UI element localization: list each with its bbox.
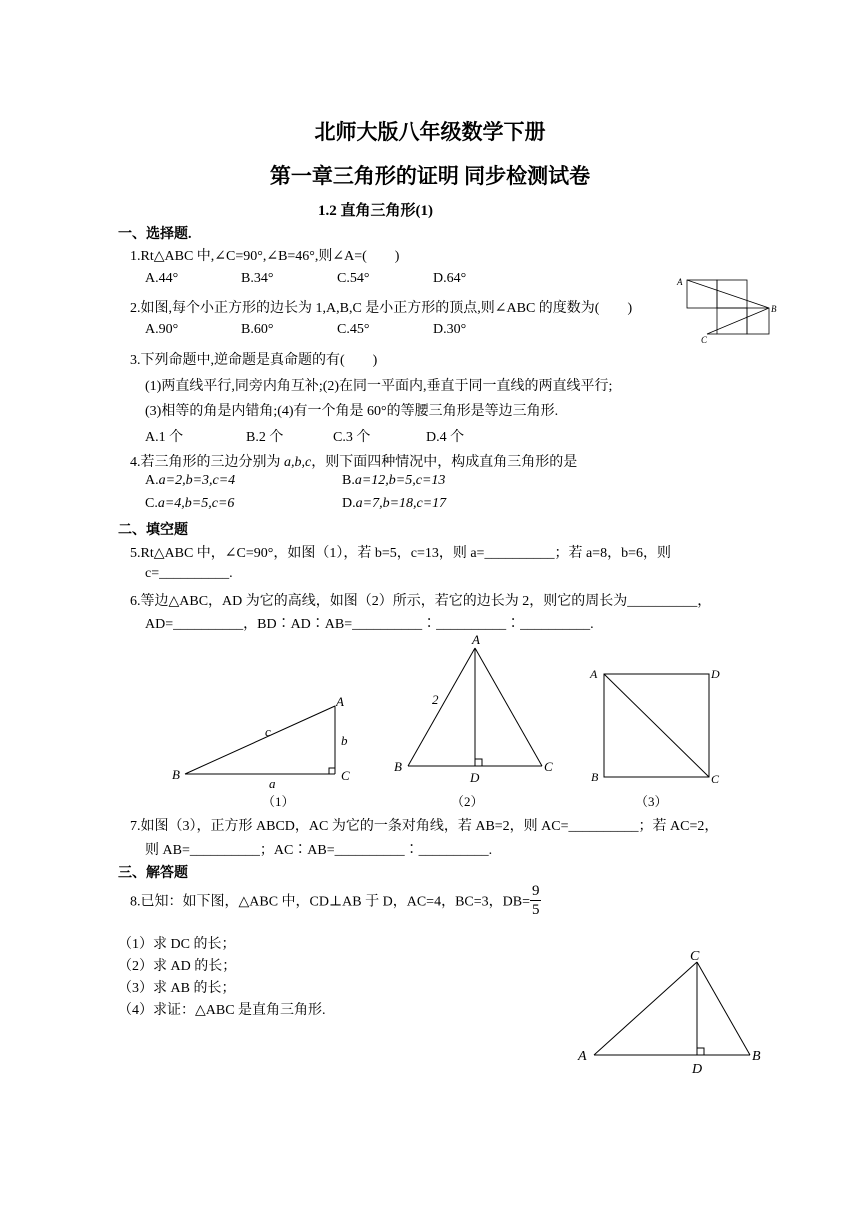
- q3-statement-line-1: (1)两直线平行,同旁内角互补;(2)在同一平面内,垂直于同一直线的两直线平行;: [145, 379, 613, 394]
- figure-3-square: [586, 662, 731, 790]
- q8-triangle-figure: [572, 940, 772, 1078]
- q8-label-d: D: [692, 1062, 703, 1077]
- fig2-label-c: C: [544, 759, 553, 774]
- q1-option-c: C.54°: [337, 271, 370, 286]
- section-1-heading: 一、选择题.: [118, 227, 192, 242]
- question-3: 3.下列命题中,逆命题是真命题的有( ): [130, 353, 378, 368]
- q4-text-pre: 4.若三角形的三边分别为: [130, 455, 284, 470]
- q8-fraction: [530, 882, 542, 919]
- q2-label-a: A: [677, 277, 683, 287]
- fig3-label-a: A: [590, 667, 598, 681]
- q2-option-a: A.90°: [145, 322, 179, 337]
- question-2: 2.如图,每个小正方形的边长为 1,A,B,C 是小正方形的顶点,则∠ABC 的度数为( ): [130, 301, 633, 316]
- fig3-label-d: D: [711, 667, 720, 681]
- q2-label-b: B: [771, 304, 777, 314]
- q6-line-1: 6.等边△ABC，AD 为它的高线，如图（2）所示，若它的边长为 2，则它的周长为__________，: [130, 594, 712, 609]
- q8-fraction-numerator: 9: [531, 883, 540, 899]
- figure-2-equilateral-triangle: [390, 628, 570, 788]
- q3-statement-line-2: (3)相等的角是内错角;(4)有一个角是 60°的等腰三角形是等边三角形.: [145, 404, 559, 419]
- q3-option-a: A.1 个: [145, 430, 184, 445]
- q4-option-b: B.a=12,b=5,c=13: [342, 473, 446, 488]
- section-title: 1.2 直角三角形(1): [318, 203, 433, 219]
- q8-label-c: C: [690, 949, 700, 964]
- question-4: [130, 451, 577, 471]
- q4-option-a: A.a=2,b=3,c=4: [145, 473, 236, 488]
- q3-option-c: C.3 个: [333, 430, 371, 445]
- section-2-heading: 二、填空题: [118, 523, 188, 538]
- question-1: 1.Rt△ABC 中,∠C=90°,∠B=46°,则∠A=( ): [130, 249, 400, 264]
- q8-sub-1: （1）求 DC 的长；: [118, 937, 236, 952]
- fig1-label-b-vertex: B: [172, 767, 180, 782]
- fig1-label-side-a: a: [269, 776, 276, 790]
- q6-line-2: AD=__________，BD∶AD∶AB=__________∶__________∶__________.: [145, 617, 594, 632]
- fig1-label-side-c: c: [265, 724, 271, 739]
- q1-option-a: A.44°: [145, 271, 179, 286]
- q5-line-2: c=__________.: [145, 566, 233, 581]
- q4-option-c: C.a=4,b=5,c=6: [145, 496, 235, 511]
- q2-option-d: D.30°: [433, 322, 467, 337]
- q2-option-b: B.60°: [241, 322, 274, 337]
- q8-label-b: B: [752, 1049, 761, 1064]
- q7-line-2: 则 AB=__________；AC∶AB=__________∶__________.: [145, 843, 493, 858]
- fig3-label-b: B: [591, 770, 599, 784]
- q3-option-b: B.2 个: [246, 430, 284, 445]
- q8-sub-2: （2）求 AD 的长；: [118, 959, 237, 974]
- q8-fraction-denominator: 5: [531, 902, 540, 918]
- q5-line-1: 5.Rt△ABC 中，∠C=90°，如图（1），若 b=5，c=13，则 a=__________；若 a=8，b=6，则: [130, 546, 671, 561]
- q8-label-a: A: [578, 1049, 587, 1064]
- fig1-label-side-b: b: [341, 733, 348, 748]
- q8-sub-4: （4）求证：△ABC 是直角三角形.: [118, 1003, 326, 1018]
- q2-option-c: C.45°: [337, 322, 370, 337]
- figure-3-caption: （3）: [635, 794, 668, 809]
- q1-option-b: B.34°: [241, 271, 274, 286]
- figure-2-caption: （2）: [451, 794, 484, 809]
- q4-text-vars: a,b,c: [284, 455, 312, 470]
- fig2-label-side-length: 2: [432, 692, 439, 707]
- q3-option-d: D.4 个: [426, 430, 465, 445]
- figure-1-right-triangle: [165, 690, 365, 790]
- fig2-label-d: D: [470, 770, 480, 785]
- fig1-label-a-vertex: A: [336, 694, 344, 709]
- section-3-heading: 三、解答题: [118, 866, 188, 881]
- question-8: [130, 882, 541, 919]
- q2-grid-figure: [675, 274, 785, 344]
- fig1-label-c-vertex: C: [341, 768, 350, 783]
- q8-sub-3: （3）求 AB 的长；: [118, 981, 236, 996]
- fig2-label-b: B: [394, 759, 402, 774]
- q7-line-1: 7.如图（3），正方形 ABCD，AC 为它的一条对角线，若 AB=2，则 AC=__________；若 AC=2，: [130, 819, 719, 834]
- document-subtitle: 第一章三角形的证明 同步检测试卷: [269, 164, 591, 188]
- figure-1-caption: （1）: [262, 794, 295, 809]
- fig3-label-c: C: [711, 772, 720, 786]
- q8-text: 8.已知：如下图，△ABC 中，CD⊥AB 于 D，AC=4，BC=3，DB=: [130, 894, 530, 910]
- q1-option-d: D.64°: [433, 271, 467, 286]
- q2-label-c: C: [701, 335, 708, 344]
- fig2-label-a: A: [472, 632, 480, 647]
- q4-text-post: ，则下面四种情况中，构成直角三角形的是: [311, 455, 578, 470]
- q4-option-d: D.a=7,b=18,c=17: [342, 496, 447, 511]
- document-title: 北师大版八年级数学下册: [314, 120, 546, 144]
